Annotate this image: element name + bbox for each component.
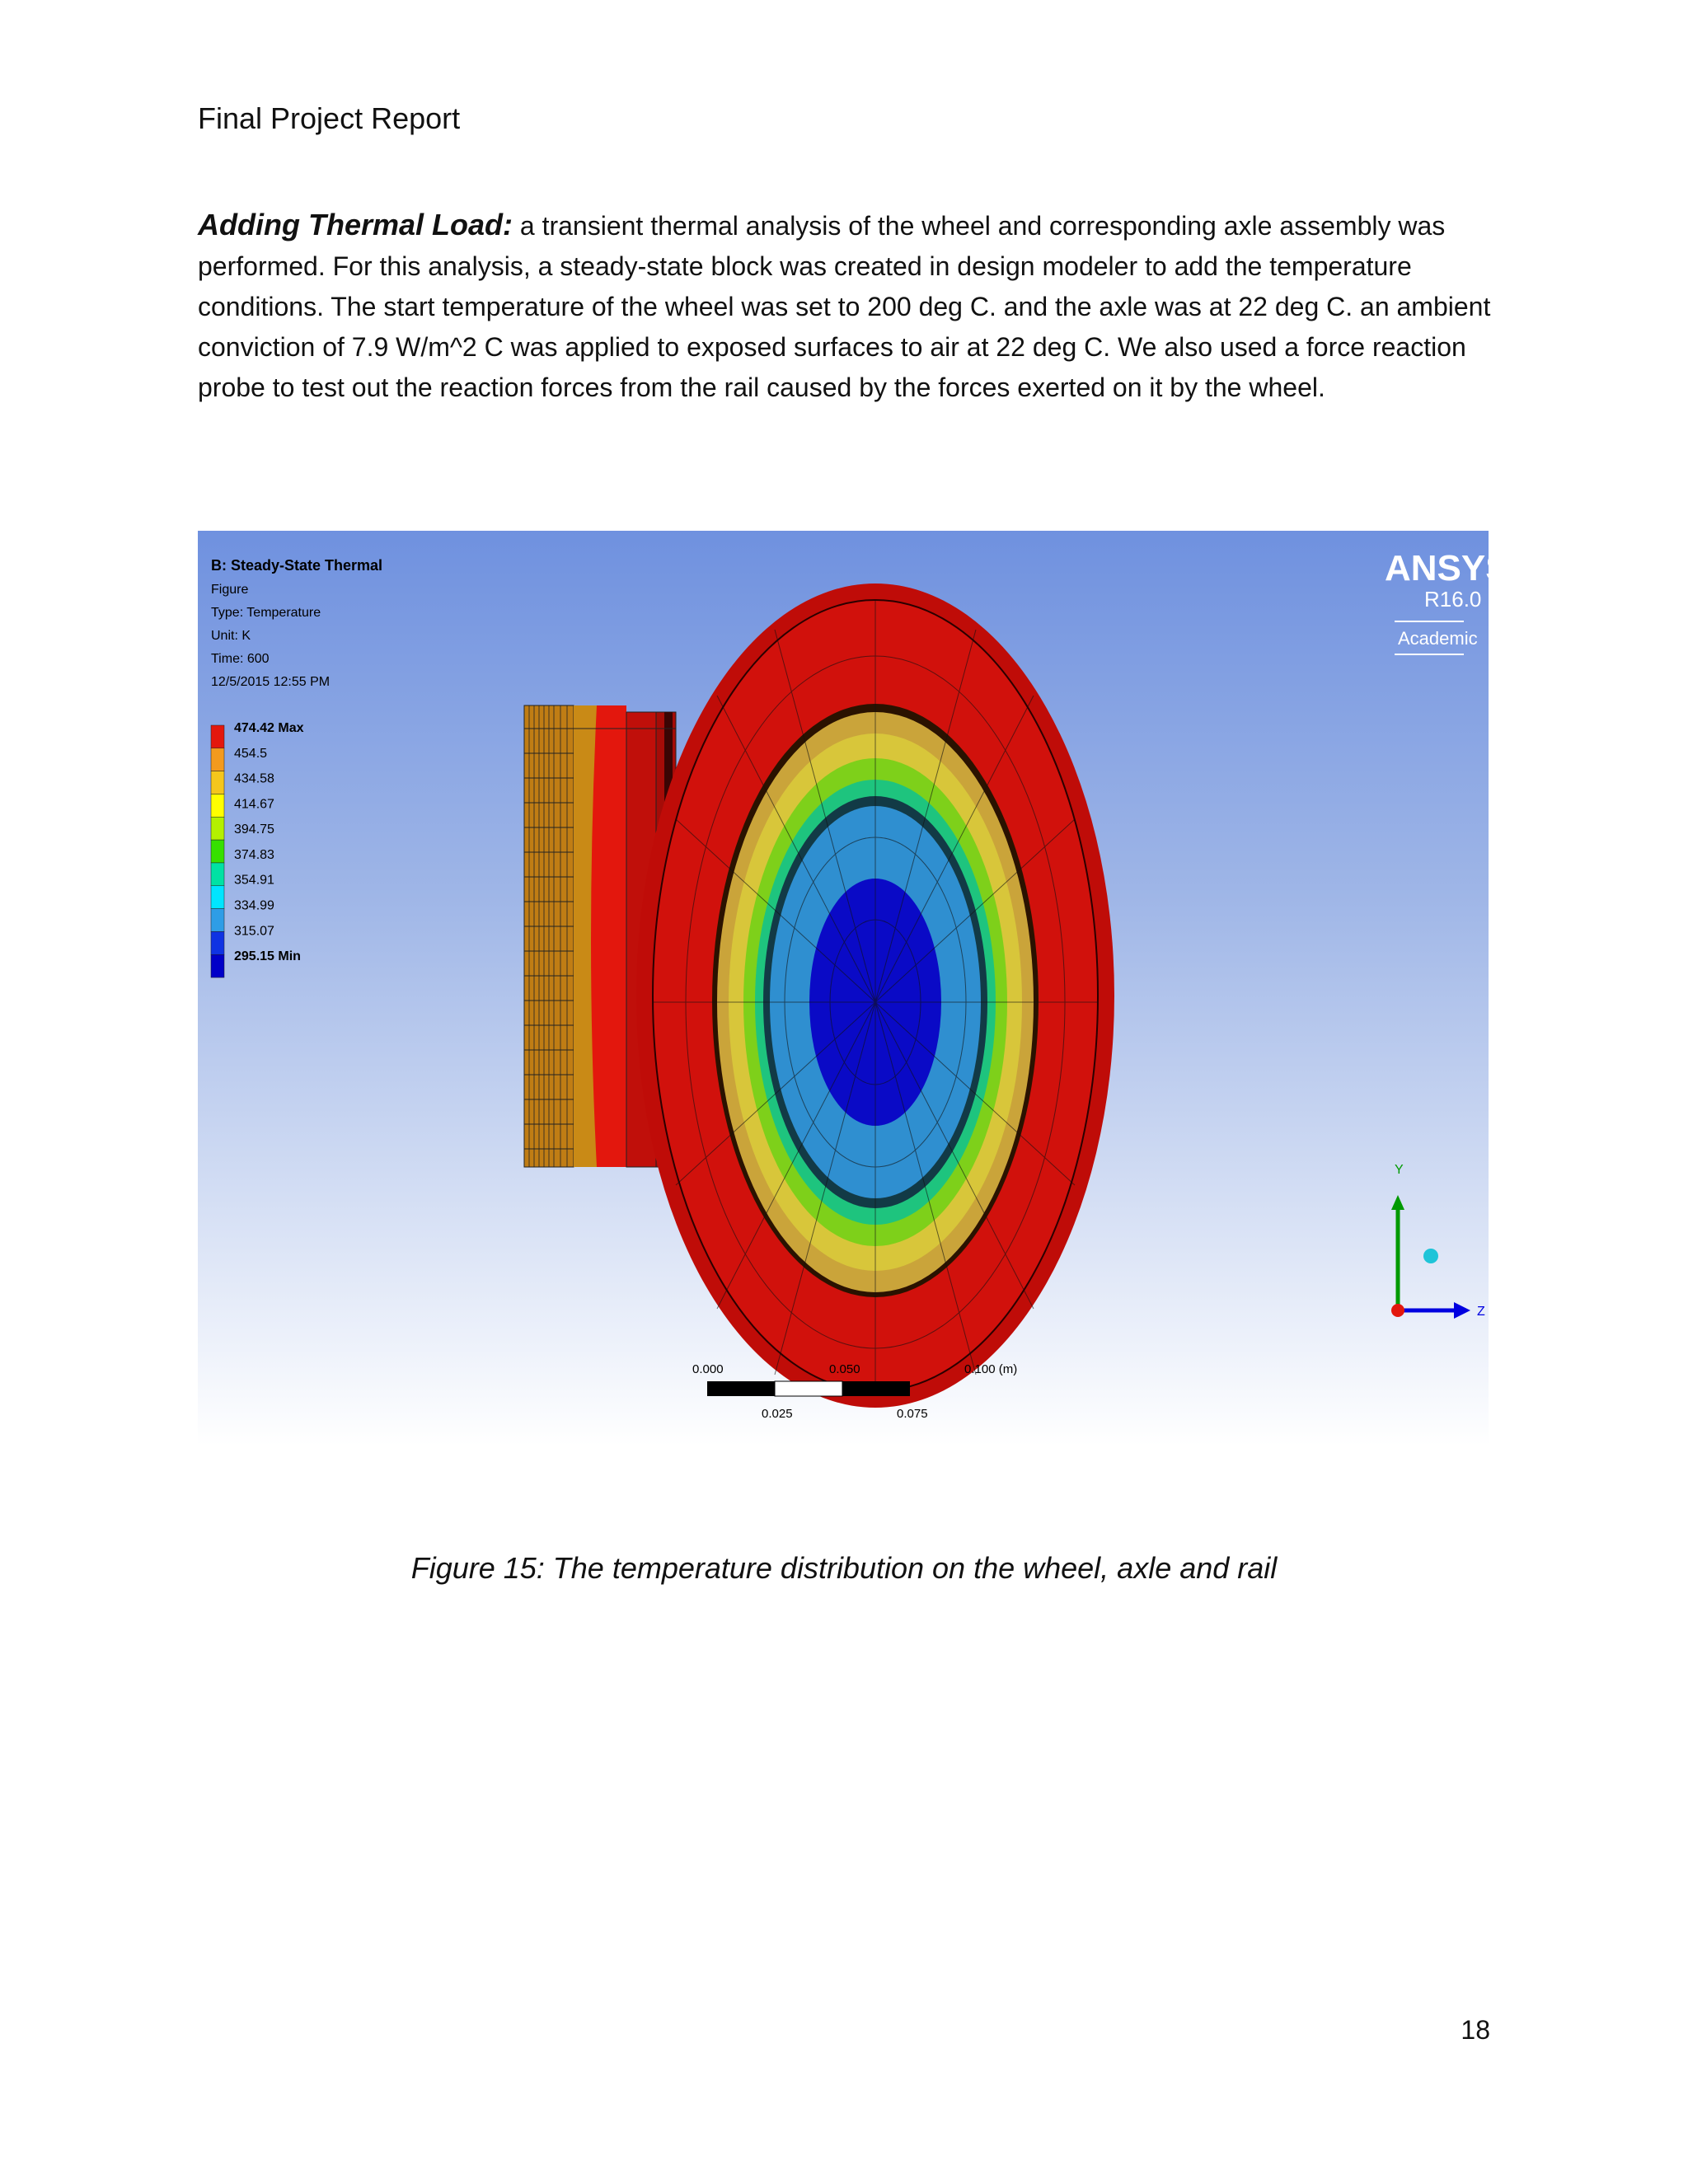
y-axis-label: Y: [1395, 1163, 1404, 1177]
legend-label: 414.67: [234, 797, 274, 812]
legend-label: 394.75: [234, 823, 274, 837]
info-line: Figure: [211, 583, 249, 597]
info-block: [211, 557, 382, 689]
legend-swatch: [211, 794, 224, 817]
z-axis-label: Z: [1477, 1305, 1485, 1319]
scale-label: 0.075: [897, 1407, 928, 1421]
ansys-brand: [1385, 548, 1510, 654]
scale-label: 0.050: [829, 1362, 860, 1376]
paragraph-lead: Adding Thermal Load:: [198, 208, 513, 241]
scale-bar: [692, 1362, 1017, 1421]
info-line: B: Steady-State Thermal: [211, 557, 383, 574]
info-line: 12/5/2015 12:55 PM: [211, 675, 331, 689]
info-line: Time: 600: [211, 652, 270, 666]
legend-label: 334.99: [234, 898, 274, 913]
legend-swatch: [211, 771, 224, 794]
legend-swatch: [211, 909, 224, 932]
legend-label: 454.5: [234, 746, 268, 761]
info-line: Type: Temperature: [211, 606, 321, 620]
legend-swatch: [211, 863, 224, 886]
legend-swatch: [211, 748, 224, 771]
legend-label: 374.83: [234, 847, 274, 862]
scale-label: 0.000: [692, 1362, 724, 1376]
legend-label: 434.58: [234, 771, 274, 786]
info-line: Unit: K: [211, 629, 251, 643]
legend-swatch: [211, 931, 224, 954]
legend-label: 315.07: [234, 924, 274, 939]
scale-label: 0.025: [762, 1407, 793, 1421]
legend-swatch: [211, 725, 224, 748]
scale-label: 0.100 (m): [964, 1362, 1018, 1376]
brand-name: ANSYS: [1385, 548, 1510, 588]
body-paragraph: [198, 204, 1500, 408]
legend-label: 295.15 Min: [234, 949, 301, 964]
legend-swatch: [211, 886, 224, 909]
legend-swatch: [211, 954, 224, 977]
page-header: Final Project Report: [198, 101, 461, 135]
thermal-plot: [198, 531, 1510, 1446]
legend-label: 354.91: [234, 873, 274, 888]
brand-edition: Academic: [1398, 628, 1478, 649]
brand-version: R16.0: [1424, 587, 1482, 612]
axis-triad: [1391, 1163, 1485, 1319]
paragraph-body: a transient thermal analysis of the wheel and corresponding axle assembly was performed. For this analysis, a steady-state block was created in design modeler to add the temperature conditions. The start temperature of the wheel was set to 200 deg C. and the axle was at 22 deg C. an ambient conviction of 7.9 W/m^2 C was applied to exposed surfaces to air at 22 deg C. We also used a force reaction probe to test out the reaction forces from the rail caused by the forces exerted on it by the wheel.: [198, 211, 1491, 402]
legend-swatch: [211, 817, 224, 840]
ansys-figure: [198, 531, 1510, 1446]
page-number: 18: [1461, 2015, 1490, 2045]
legend-swatch: [211, 840, 224, 863]
figure-caption: Figure 15: The temperature distribution on the wheel, axle and rail: [410, 1551, 1278, 1585]
legend-label: 474.42 Max: [234, 721, 304, 735]
color-legend: [211, 721, 304, 977]
